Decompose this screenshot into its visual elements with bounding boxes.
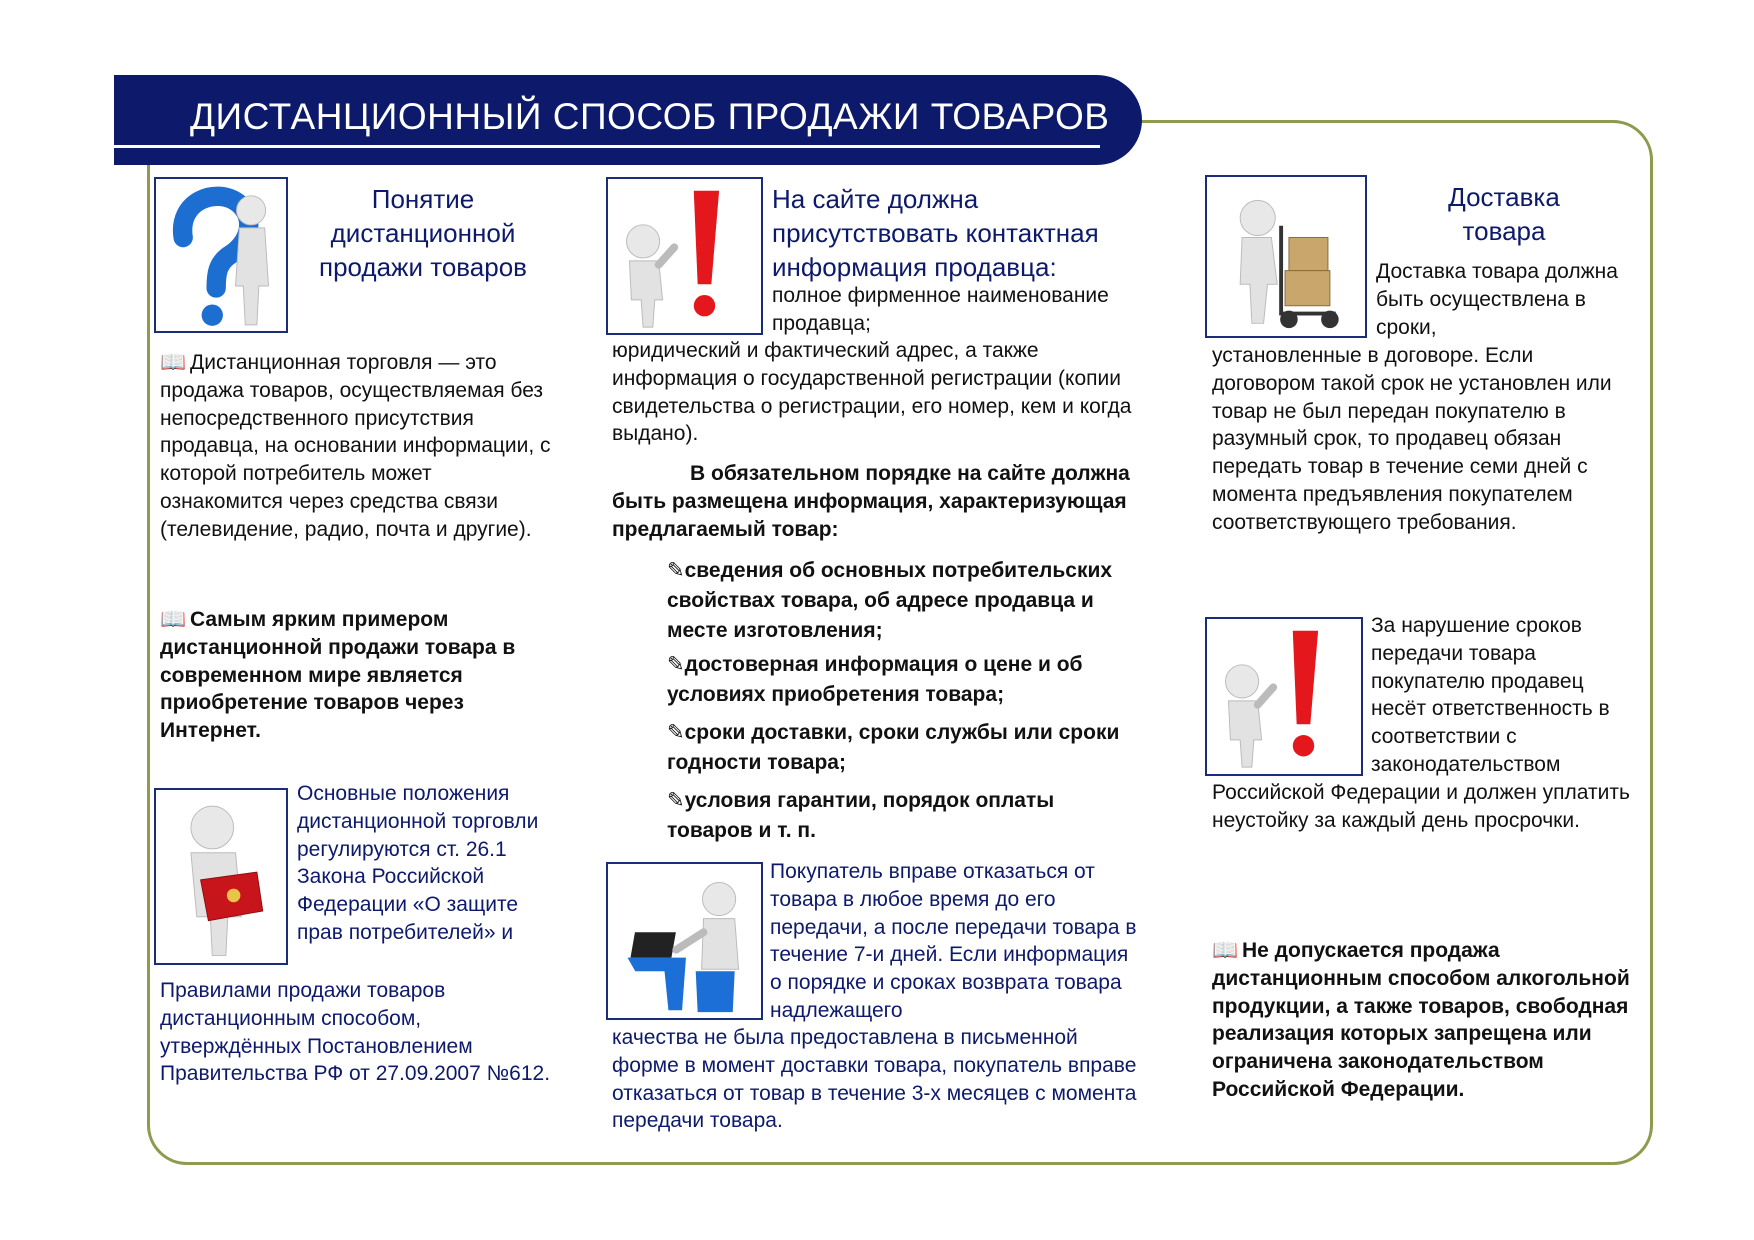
cart-figure-image [1205, 175, 1367, 338]
bullet-item-4: ✎условия гарантии, порядок оплаты товаров и т. п. [667, 789, 1055, 842]
law-text-side: Основные положения дистанционной торговли регулируются ст. 26.1 Закона Российской Федерации «О защите прав потребителей» и [297, 782, 539, 944]
exclamation-icon [608, 179, 761, 333]
law-book-icon [156, 790, 286, 963]
required-intro: В обязательном порядке на сайте должна быть размещена информация, характеризующая предлагаемый товар: [612, 462, 1130, 541]
pencil-icon: ✎ [667, 653, 685, 676]
question-mark-icon [156, 179, 286, 331]
law-book-figure-image [154, 788, 288, 965]
col1-heading: Понятие дистанционной продажи товаров [319, 184, 527, 282]
liability-text-side: За нарушение сроков передачи товара покупателю продавец несёт ответственность в соответствии с законодательством [1371, 614, 1610, 776]
example-text: Самым ярким примером дистанционной продажи товара в современном мире является приобретение товаров через Интернет. [160, 608, 516, 743]
refusal-text-side: Покупатель вправе отказаться от товара в любое время до его передачи, а после передачи товара в течение 7-и дней. Если информация о порядке и сроках возврата товара надлежащего [770, 860, 1137, 1022]
example-block [160, 606, 555, 745]
col3-heading: Доставка товара [1448, 182, 1560, 246]
refusal-text-full: качества не была предоставлена в письменной форме в момент доставки товара, покупатель вправе отказаться от товар в течение 3-х месяцев с момента передачи товара. [612, 1026, 1137, 1133]
delivery-text-full: установленные в договоре. Если договором такой срок не установлен или товар не был передан покупателю в разумный срок, то продавец обязан передать товар в течение семи дней с момента предъявления покупателем соответствующего требования. [1212, 344, 1612, 534]
exclamation-icon [1207, 619, 1361, 774]
book-icon: 📖 [160, 351, 187, 374]
law-text-full: Правилами продажи товаров дистанционным способом, утверждённых Постановлением Правительства РФ от 27.09.2007 №612. [160, 979, 551, 1086]
bullet-item-3: ✎сроки доставки, сроки службы или сроки годности товара; [667, 721, 1120, 774]
contact-text-side: полное фирменное наименование продавца; [772, 284, 1109, 335]
definition-block [160, 349, 555, 544]
cart-boxes-icon [1207, 177, 1365, 336]
page-title: ДИСТАНЦИОННЫЙ СПОСОБ ПРОДАЖИ ТОВАРОВ [190, 96, 1110, 137]
col2-heading: На сайте должна присутствовать контактная информация продавца: [772, 184, 1099, 282]
liability-text-full: Российской Федерации и должен уплатить неустойку за каждый день просрочки. [1212, 781, 1630, 832]
bullet-item-2: ✎достоверная информация о цене и об условиях приобретения товара; [667, 653, 1083, 706]
definition-text: Дистанционная торговля — это продажа товаров, осуществляемая без непосредственного присутствия продавца, на основании информации, с которой потребитель может ознакомится через средства связи (телевидение, радио, почта и другие). [160, 351, 551, 541]
question-figure-image [154, 177, 288, 333]
prohibited-block [1212, 937, 1642, 1104]
pencil-icon: ✎ [667, 789, 685, 812]
bullet-item-1: ✎сведения об основных потребительских свойствах товара, об адресе продавца и месте изготовления; [667, 559, 1113, 642]
pencil-icon: ✎ [667, 559, 685, 582]
prohibited-text: Не допускается продажа дистанционным способом алкогольной продукции, а также товаров, свободная реализация которых запрещена или ограничена законодательством Российской Федерации. [1212, 939, 1630, 1101]
book-icon: 📖 [1212, 939, 1239, 962]
book-icon: 📖 [160, 608, 187, 631]
banner-underline [114, 145, 1100, 148]
laptop-figure-image [606, 862, 763, 1020]
laptop-icon [608, 864, 761, 1018]
contact-text-full: юридический и фактический адрес, а также информация о государственной регистрации (копии свидетельства о регистрации, его номер, кем и когда выдано). [612, 339, 1132, 446]
exclamation-figure-image-2 [1205, 617, 1363, 776]
delivery-text-side: Доставка товара должна быть осуществлена в сроки, [1376, 260, 1618, 339]
pencil-icon: ✎ [667, 721, 685, 744]
exclamation-figure-image-1 [606, 177, 763, 335]
